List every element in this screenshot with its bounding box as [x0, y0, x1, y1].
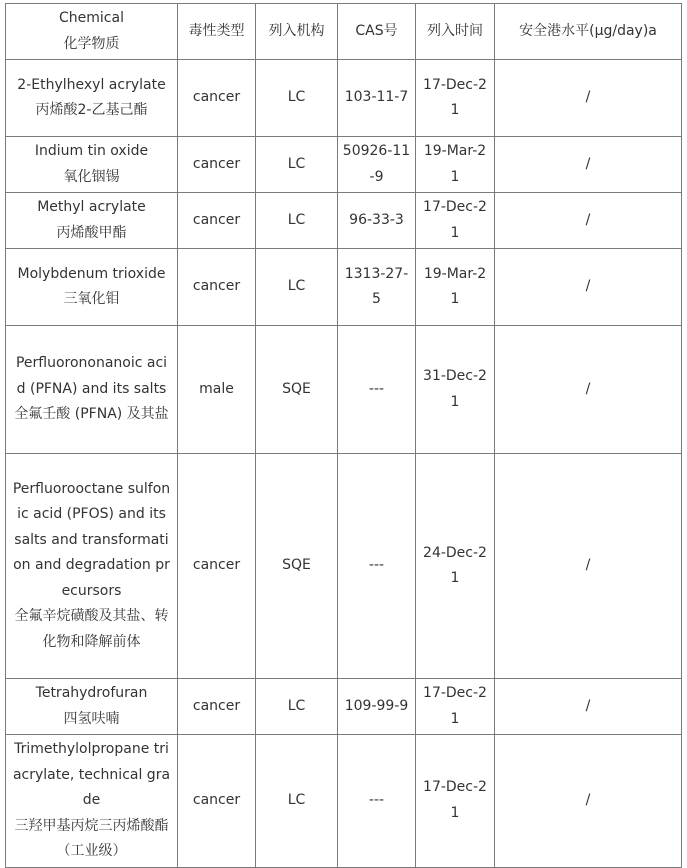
cell-cas: 109-99-9 — [338, 679, 416, 735]
table-row — [6, 137, 682, 193]
cell-toxicity: cancer — [178, 193, 256, 249]
cell-cas: 50926-11-9 — [338, 137, 416, 193]
cell-safe-harbor: / — [495, 60, 682, 137]
cell-toxicity: cancer — [178, 60, 256, 137]
cell-chemical — [6, 326, 178, 454]
chemical-name-zh: 三氧化钼 — [63, 291, 120, 307]
cell-listed-date: 19-Mar-21 — [416, 249, 495, 326]
header-chemical-zh: 化学物质 — [63, 35, 120, 52]
chemical-name-zh: 三羟甲基丙烷三丙烯酸酯（工业级） — [14, 817, 169, 859]
chemical-name-zh: 全氟壬酸 (PFNA) 及其盐 — [14, 406, 169, 423]
table-row — [6, 326, 682, 454]
cell-listed-by: LC — [256, 679, 338, 735]
cell-chemical — [6, 193, 178, 249]
chemical-name-zh: 氧化铟锡 — [63, 168, 120, 185]
cell-cas: --- — [338, 454, 416, 679]
cell-listed-by: LC — [256, 735, 338, 868]
cell-toxicity: cancer — [178, 454, 256, 679]
cell-listed-date: 31-Dec-21 — [416, 326, 495, 454]
header-cas: CAS号 — [338, 4, 416, 60]
cell-listed-by: LC — [256, 60, 338, 137]
cell-safe-harbor: / — [495, 137, 682, 193]
header-listed-date: 列入时间 — [416, 4, 495, 60]
header-toxicity: 毒性类型 — [178, 4, 256, 60]
table-row — [6, 193, 682, 249]
table-row — [6, 735, 682, 868]
cell-cas: 1313-27-5 — [338, 249, 416, 326]
chemical-name-en: Methyl acrylate — [37, 199, 146, 215]
cell-toxicity: cancer — [178, 679, 256, 735]
cell-cas: --- — [338, 735, 416, 868]
cell-listed-by: LC — [256, 249, 338, 326]
cell-toxicity: male — [178, 326, 256, 454]
header-chemical — [6, 4, 178, 60]
chemical-name-en: Indium tin oxide — [34, 143, 149, 159]
chemical-name-zh: 丙烯酸2-乙基己酯 — [35, 102, 148, 118]
header-safe-harbor: 安全港水平(µg/day)a — [495, 4, 682, 60]
cell-listed-by: LC — [256, 137, 338, 193]
cell-listed-by: SQE — [256, 326, 338, 454]
cell-safe-harbor: / — [495, 735, 682, 868]
table-row — [6, 60, 682, 137]
cell-chemical — [6, 249, 178, 326]
chemical-listing-table — [5, 3, 682, 868]
cell-chemical — [6, 679, 178, 735]
chemical-name-zh: 四氢呋喃 — [63, 710, 120, 727]
cell-listed-date: 17-Dec-21 — [416, 193, 495, 249]
cell-cas: 96-33-3 — [338, 193, 416, 249]
cell-safe-harbor: / — [495, 326, 682, 454]
cell-listed-date: 17-Dec-21 — [416, 735, 495, 868]
chemical-name-en: Tetrahydrofuran — [35, 685, 148, 701]
cell-chemical — [6, 60, 178, 137]
cell-safe-harbor: / — [495, 454, 682, 679]
chemical-name-en: Perfluorononanoic acid (PFNA) and its salts — [15, 355, 168, 397]
table-row — [6, 454, 682, 679]
chemical-name-zh: 全氟辛烷磺酸及其盐、转化物和降解前体 — [14, 608, 169, 650]
cell-chemical — [6, 137, 178, 193]
cell-listed-date: 19-Mar-21 — [416, 137, 495, 193]
cell-listed-date: 17-Dec-21 — [416, 60, 495, 137]
cell-listed-date: 24-Dec-21 — [416, 454, 495, 679]
header-listed-by: 列入机构 — [256, 4, 338, 60]
chemical-name-zh: 丙烯酸甲酯 — [56, 224, 127, 241]
cell-toxicity: cancer — [178, 249, 256, 326]
chemical-name-en: Perfluorooctane sulfonic acid (PFOS) and its salts and transformation and degradation precursors — [12, 480, 171, 599]
chemical-name-en: 2-Ethylhexyl acrylate — [17, 76, 166, 93]
cell-listed-by: SQE — [256, 454, 338, 679]
table-row — [6, 249, 682, 326]
cell-chemical — [6, 735, 178, 868]
cell-cas: --- — [338, 326, 416, 454]
header-chemical-en: Chemical — [59, 10, 124, 26]
cell-listed-by: LC — [256, 193, 338, 249]
chemical-name-en: Trimethylolpropane triacrylate, technical grade — [12, 741, 171, 808]
cell-chemical — [6, 454, 178, 679]
table-row — [6, 679, 682, 735]
chemical-name-en: Molybdenum trioxide — [17, 265, 166, 282]
header-row — [6, 4, 682, 60]
cell-safe-harbor: / — [495, 249, 682, 326]
cell-cas: 103-11-7 — [338, 60, 416, 137]
cell-safe-harbor: / — [495, 679, 682, 735]
cell-toxicity: cancer — [178, 137, 256, 193]
cell-safe-harbor: / — [495, 193, 682, 249]
cell-listed-date: 17-Dec-21 — [416, 679, 495, 735]
cell-toxicity: cancer — [178, 735, 256, 868]
